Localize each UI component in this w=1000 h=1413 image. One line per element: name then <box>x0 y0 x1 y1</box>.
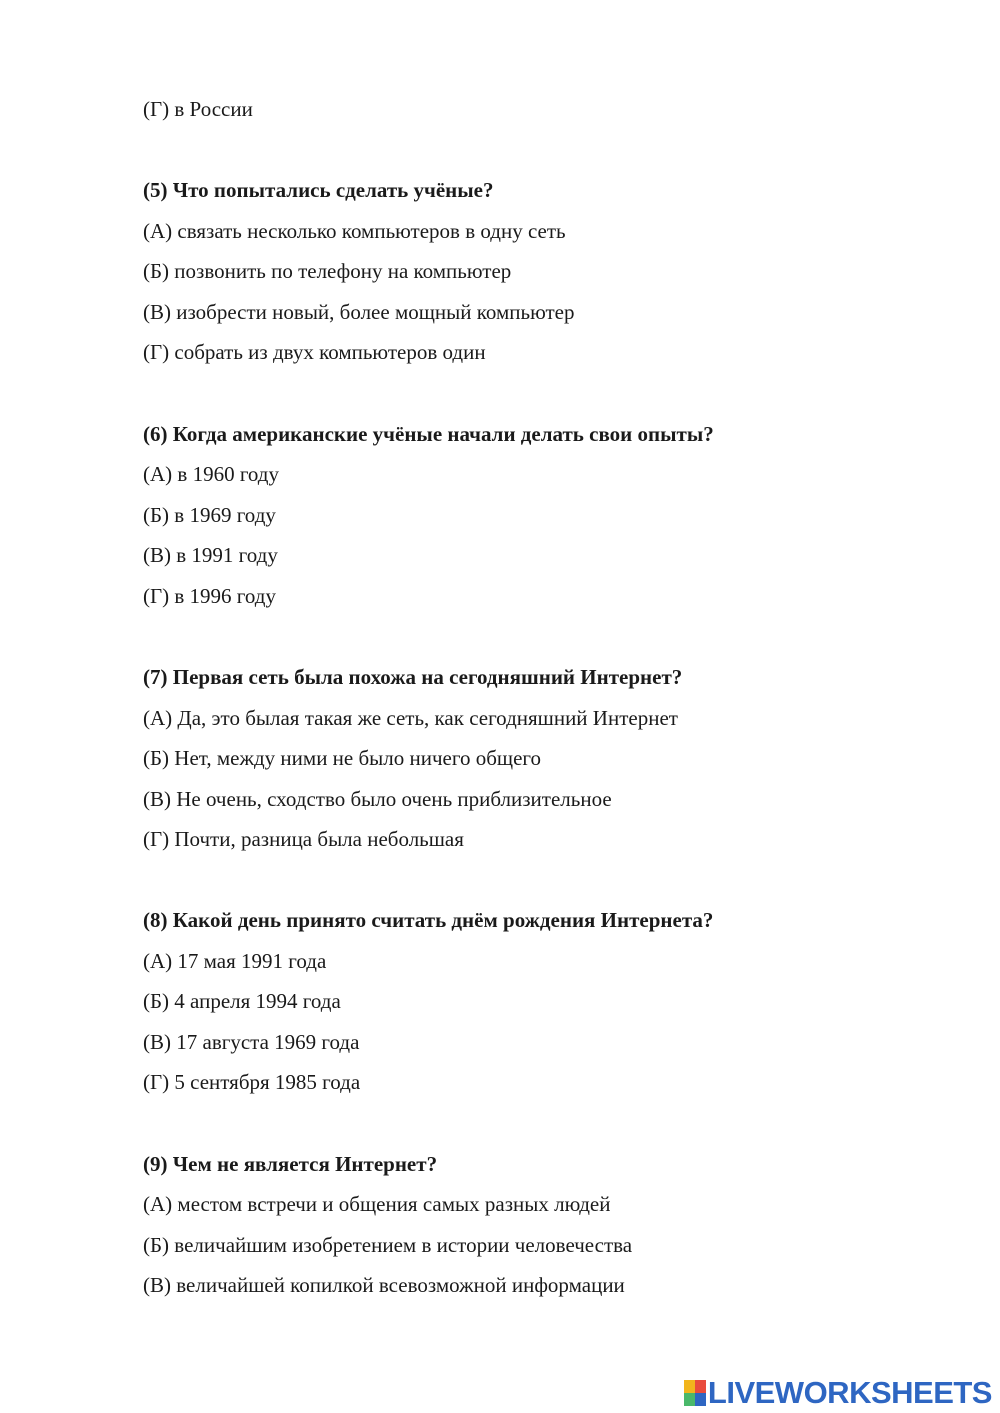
answer-option-4g: (Г) в России <box>143 97 253 121</box>
liveworksheets-logo-text: LIVEWORKSHEETS <box>707 1375 992 1410</box>
liveworksheets-logo-icon <box>684 1380 706 1406</box>
answer-option-6a: (А) в 1960 году <box>143 462 279 486</box>
answer-option-8g: (Г) 5 сентября 1985 года <box>143 1070 361 1094</box>
answer-option-5g: (Г) собрать из двух компьютеров один <box>143 340 486 364</box>
answer-option-5b: (Б) позвонить по телефону на компьютер <box>143 259 512 283</box>
answer-option-7a: (А) Да, это былая такая же сеть, как сегодняшний Интернет <box>143 706 678 730</box>
question-6: (6) Когда американские учёные начали делать свои опыты? <box>143 422 714 446</box>
logo-square-blue <box>695 1393 706 1406</box>
answer-option-7g: (Г) Почти, разница была небольшая <box>143 827 464 851</box>
answer-option-6b: (Б) в 1969 году <box>143 503 276 527</box>
question-7: (7) Первая сеть была похожа на сегодняшний Интернет? <box>143 665 683 689</box>
question-8: (8) Какой день принято считать днём рождения Интернета? <box>143 908 714 932</box>
logo-square-red <box>695 1380 706 1393</box>
answer-option-8a: (А) 17 мая 1991 года <box>143 949 327 973</box>
answer-option-7b: (Б) Нет, между ними не было ничего общего <box>143 746 541 770</box>
liveworksheets-branding <box>684 1375 992 1410</box>
answer-option-8v: (В) 17 августа 1969 года <box>143 1030 360 1054</box>
answer-option-8b: (Б) 4 апреля 1994 года <box>143 989 341 1013</box>
answer-option-9v: (В) величайшей копилкой всевозможной информации <box>143 1273 625 1297</box>
answer-option-9b: (Б) величайшим изобретением в истории человечества <box>143 1233 633 1257</box>
answer-option-6v: (В) в 1991 году <box>143 543 278 567</box>
answer-option-9a: (А) местом встречи и общения самых разных людей <box>143 1192 611 1216</box>
answer-option-5v: (В) изобрести новый, более мощный компьютер <box>143 300 575 324</box>
answer-option-5a: (А) связать несколько компьютеров в одну сеть <box>143 219 566 243</box>
answer-option-6g: (Г) в 1996 году <box>143 584 276 608</box>
logo-square-green <box>684 1393 695 1406</box>
logo-square-yellow <box>684 1380 695 1393</box>
answer-option-7v: (В) Не очень, сходство было очень приблизительное <box>143 787 612 811</box>
question-9: (9) Чем не является Интернет? <box>143 1152 438 1176</box>
question-5: (5) Что попытались сделать учёные? <box>143 178 494 202</box>
